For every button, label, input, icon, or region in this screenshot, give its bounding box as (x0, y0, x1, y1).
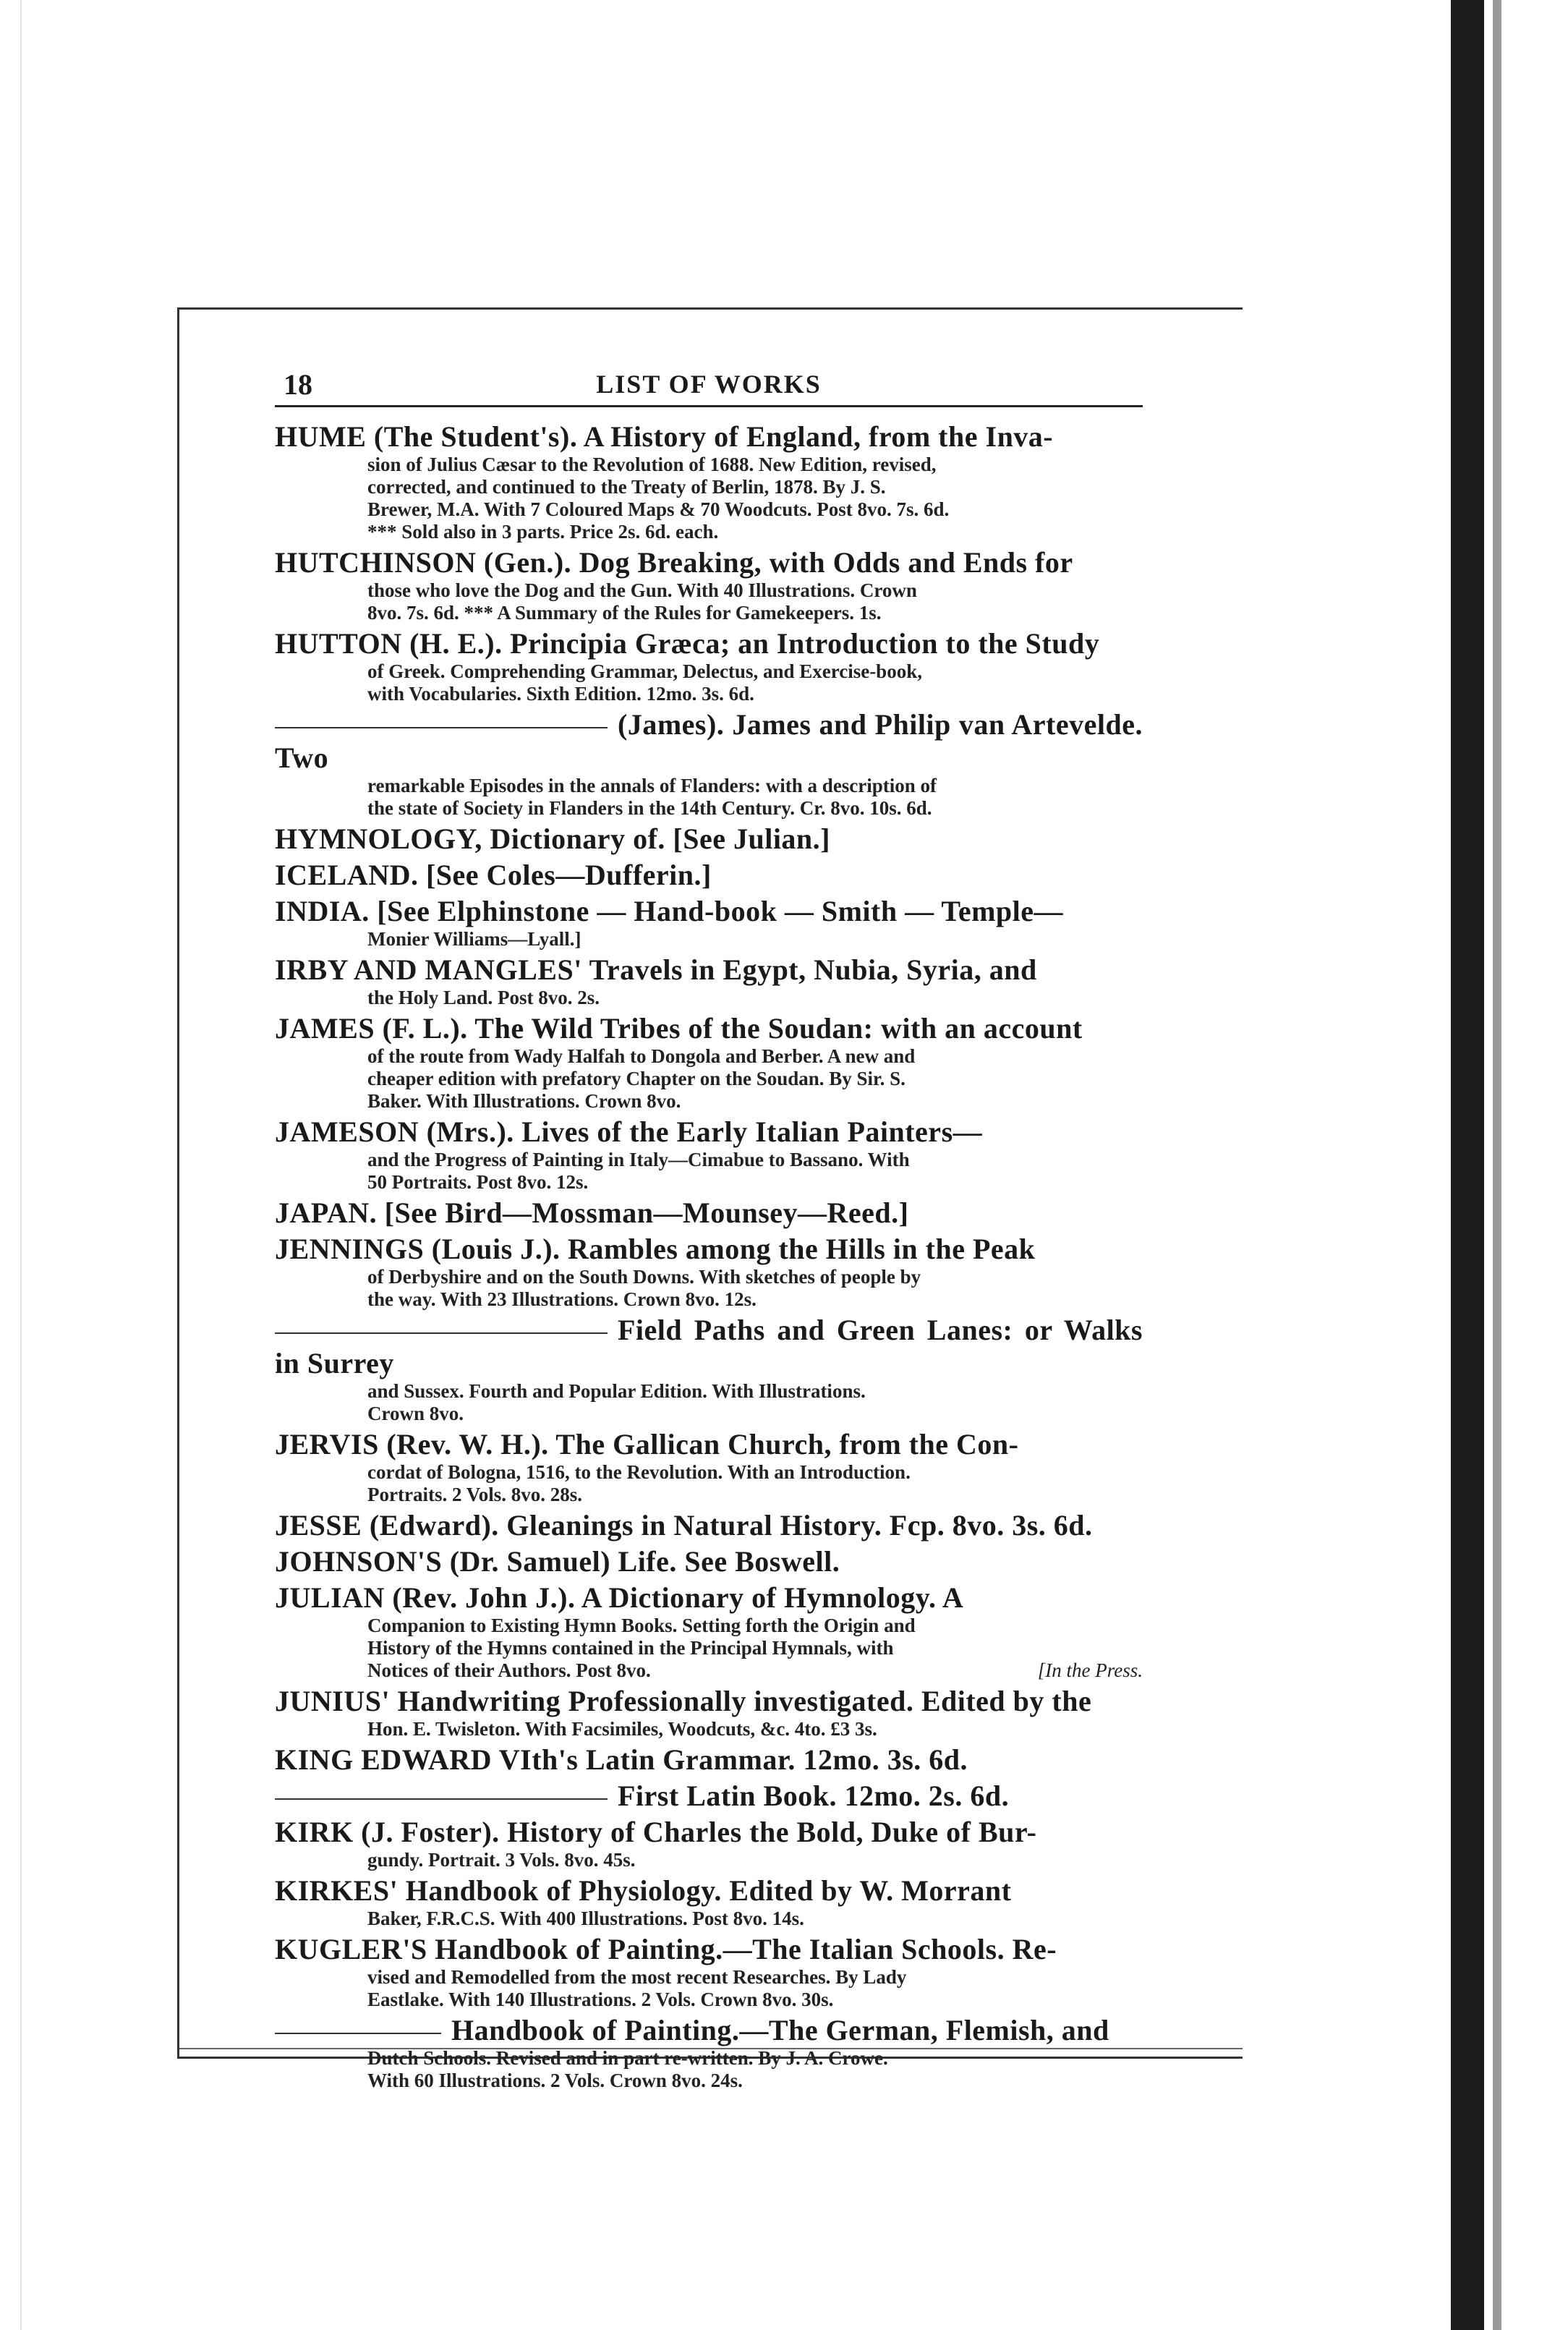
entry-detail-line: of Derbyshire and on the South Downs. With sketches of people by (367, 1266, 921, 1288)
catalogue-entry (275, 1816, 1143, 1871)
entry-heading (275, 1012, 1143, 1045)
entry-heading (275, 1874, 1143, 1908)
entry-detail-line: Companion to Existing Hymn Books. Setting forth the Origin and (367, 1615, 916, 1636)
catalogue-entry (275, 1115, 1143, 1194)
press-note: [In the Press. (1037, 1659, 1143, 1681)
entry-heading-text: HUME (The Student's). A History of England, from the Inva- (275, 420, 1054, 453)
page-header (275, 362, 1143, 407)
catalogue-entry (275, 1545, 1143, 1578)
entry-heading (275, 1428, 1143, 1461)
entry-heading (275, 1233, 1143, 1266)
entry-heading-text: JOHNSON'S (Dr. Samuel) Life. See Boswell. (275, 1545, 840, 1578)
entry-heading (275, 546, 1143, 579)
entry-heading (275, 1933, 1143, 1966)
catalogue-entry (275, 1743, 1143, 1777)
entry-heading (275, 822, 1143, 856)
entry-heading (275, 627, 1143, 660)
entry-detail-line: of Greek. Comprehending Grammar, Delectus, and Exercise-book, (367, 660, 922, 682)
entry-detail-line: the Holy Land. Post 8vo. 2s. (367, 987, 600, 1008)
entry-heading (275, 1509, 1143, 1542)
entry-heading-text: Handbook of Painting.—The German, Flemish, and (451, 2014, 1109, 2046)
entry-detail-line: 8vo. 7s. 6d. *** A Summary of the Rules for Gamekeepers. 1s. (367, 602, 882, 624)
entry-detail-line: corrected, and continued to the Treaty of Berlin, 1878. By J. S. (367, 476, 886, 498)
entry-heading (275, 895, 1143, 928)
entry-detail-line: Baker. With Illustrations. Crown 8vo. (367, 1090, 681, 1112)
entry-heading-text: JAMES (F. L.). The Wild Tribes of the Soudan: with an account (275, 1012, 1083, 1045)
catalogue-entry (275, 1428, 1143, 1506)
catalogue-entry (275, 1780, 1143, 1813)
catalogue-entry (275, 859, 1143, 892)
catalogue-entry (275, 627, 1143, 705)
entry-heading-text: KING EDWARD VIth's Latin Grammar. 12mo. 3s. 6d. (275, 1743, 968, 1776)
entry-detail-line: the state of Society in Flanders in the 14th Century. Cr. 8vo. 10s. 6d. (367, 797, 932, 819)
entry-detail-line: the way. With 23 Illustrations. Crown 8vo. 12s. (367, 1288, 757, 1310)
catalogue-entry (275, 546, 1143, 624)
entry-heading (275, 1581, 1143, 1615)
entry-heading-text: ICELAND. [See Coles—Dufferin.] (275, 859, 712, 891)
catalogue-entry (275, 1012, 1143, 1113)
entry-heading-text: HYMNOLOGY, Dictionary of. [See Julian.] (275, 822, 830, 855)
entry-detail-line: With 60 Illustrations. 2 Vols. Crown 8vo. 24s. (367, 2070, 743, 2091)
spine-dark-edge (1451, 0, 1484, 2330)
entry-detail-line: vised and Remodelled from the most recent Researches. By Lady (367, 1966, 907, 1988)
entry-heading-text: KIRK (J. Foster). History of Charles the Bold, Duke of Bur- (275, 1816, 1037, 1848)
entry-detail-line: Notices of their Authors. Post 8vo. [In the Press. (367, 1659, 1143, 1681)
catalogue-entries (275, 420, 1143, 2092)
catalogue-entry (275, 1874, 1143, 1930)
entry-detail-line: Dutch Schools. Revised and in part re-written. By J. A. Crowe. (367, 2047, 888, 2069)
catalogue-entry (275, 1933, 1143, 2011)
entry-detail-line: remarkable Episodes in the annals of Flanders: with a description of (367, 775, 937, 796)
ditto-dash (275, 2033, 441, 2034)
catalogue-entry (275, 1509, 1143, 1542)
entry-heading-text: JERVIS (Rev. W. H.). The Gallican Church, from the Con- (275, 1428, 1019, 1460)
catalogue-entry (275, 953, 1143, 1009)
entry-heading (275, 1685, 1143, 1718)
entry-detail-line: with Vocabularies. Sixth Edition. 12mo. 3s. 6d. (367, 683, 754, 705)
entry-heading-text: JENNINGS (Louis J.). Rambles among the Hills in the Peak (275, 1233, 1036, 1265)
entry-detail-line: and the Progress of Painting in Italy—Cimabue to Bassano. With (367, 1149, 910, 1170)
entry-detail-line: and Sussex. Fourth and Popular Edition. With Illustrations. (367, 1380, 866, 1402)
entry-heading (275, 708, 1143, 775)
entry-heading-text: HUTCHINSON (Gen.). Dog Breaking, with Odds and Ends for (275, 546, 1073, 579)
book-spine (1431, 0, 1568, 2330)
entry-heading (275, 1545, 1143, 1578)
catalogue-entry (275, 1314, 1143, 1425)
entry-heading (275, 1743, 1143, 1777)
ditto-dash (275, 1798, 608, 1800)
entry-heading-text: INDIA. [See Elphinstone — Hand-book — Smith — Temple— (275, 895, 1064, 927)
entry-detail-line: Brewer, M.A. With 7 Coloured Maps & 70 Woodcuts. Post 8vo. 7s. 6d. (367, 498, 950, 520)
catalogue-entry (275, 1581, 1143, 1682)
entry-heading-text: JESSE (Edward). Gleanings in Natural History. Fcp. 8vo. 3s. 6d. (275, 1509, 1093, 1542)
catalogue-entry (275, 1685, 1143, 1740)
entry-heading (275, 2014, 1143, 2047)
entry-detail-line: 50 Portraits. Post 8vo. 12s. (367, 1171, 589, 1193)
entry-heading-text: JAPAN. [See Bird—Mossman—Mounsey—Reed.] (275, 1196, 909, 1229)
catalogue-entry (275, 708, 1143, 820)
entry-heading-text: (James). James and Philip van Artevelde. Two (275, 708, 1143, 774)
entry-heading (275, 1816, 1143, 1849)
entry-detail-line: sion of Julius Cæsar to the Revolution of 1688. New Edition, revised, (367, 454, 937, 475)
entry-detail-line: gundy. Portrait. 3 Vols. 8vo. 45s. (367, 1849, 636, 1871)
entry-detail-line: *** Sold also in 3 parts. Price 2s. 6d. each. (367, 521, 719, 543)
spine-grey-edge (1493, 0, 1501, 2330)
entry-heading-text: JULIAN (Rev. John J.). A Dictionary of Hymnology. A (275, 1581, 964, 1614)
entry-heading (275, 859, 1143, 892)
ditto-dash (275, 1332, 608, 1334)
page-left-edge (20, 0, 22, 2330)
entry-heading-text: JUNIUS' Handwriting Professionally investigated. Edited by the (275, 1685, 1092, 1717)
catalogue-entry (275, 1233, 1143, 1311)
entry-heading (275, 420, 1143, 454)
entry-heading-text: First Latin Book. 12mo. 2s. 6d. (618, 1780, 1010, 1812)
entry-heading-text: HUTTON (H. E.). Principia Græca; an Introduction to the Study (275, 627, 1100, 660)
entry-detail-line: Baker, F.R.C.S. With 400 Illustrations. Post 8vo. 14s. (367, 1908, 804, 1929)
entry-detail-line: cordat of Bologna, 1516, to the Revolution. With an Introduction. (367, 1461, 911, 1483)
catalogue-entry (275, 2014, 1143, 2092)
entry-heading-text: KIRKES' Handbook of Physiology. Edited by W. Morrant (275, 1874, 1012, 1907)
entry-heading (275, 1780, 1143, 1813)
catalogue-entry (275, 895, 1143, 951)
entry-heading (275, 1196, 1143, 1230)
entry-heading (275, 953, 1143, 987)
entry-detail-line: of the route from Wady Halfah to Dongola and Berber. A new and (367, 1045, 916, 1067)
entry-heading-text: KUGLER'S Handbook of Painting.—The Italian Schools. Re- (275, 1933, 1057, 1965)
page-title: LIST OF WORKS (596, 370, 822, 399)
entry-heading (275, 1115, 1143, 1149)
page-content (275, 362, 1143, 2095)
ditto-dash (275, 727, 608, 728)
entry-detail-line: History of the Hymns contained in the Principal Hymnals, with (367, 1637, 894, 1659)
entry-detail-line: Crown 8vo. (367, 1403, 464, 1424)
entry-detail-line: those who love the Dog and the Gun. With 40 Illustrations. Crown (367, 579, 917, 601)
entry-heading-text: Field Paths and Green Lanes: or Walks in Surrey (275, 1314, 1143, 1379)
catalogue-entry (275, 822, 1143, 856)
entry-heading-text: IRBY AND MANGLES' Travels in Egypt, Nubia, Syria, and (275, 953, 1037, 986)
entry-detail-line: Monier Williams—Lyall.] (367, 928, 581, 950)
catalogue-entry (275, 420, 1143, 543)
entry-heading-text: JAMESON (Mrs.). Lives of the Early Italian Painters— (275, 1115, 983, 1148)
page-number: 18 (284, 368, 312, 401)
entry-detail-line: Eastlake. With 140 Illustrations. 2 Vols. Crown 8vo. 30s. (367, 1989, 834, 2010)
catalogue-entry (275, 1196, 1143, 1230)
entry-detail-line: Hon. E. Twisleton. With Facsimiles, Woodcuts, &c. 4to. £3 3s. (367, 1718, 877, 1740)
entry-detail-line: Portraits. 2 Vols. 8vo. 28s. (367, 1484, 582, 1505)
entry-heading (275, 1314, 1143, 1380)
entry-detail-line: cheaper edition with prefatory Chapter on the Soudan. By Sir. S. (367, 1068, 906, 1089)
